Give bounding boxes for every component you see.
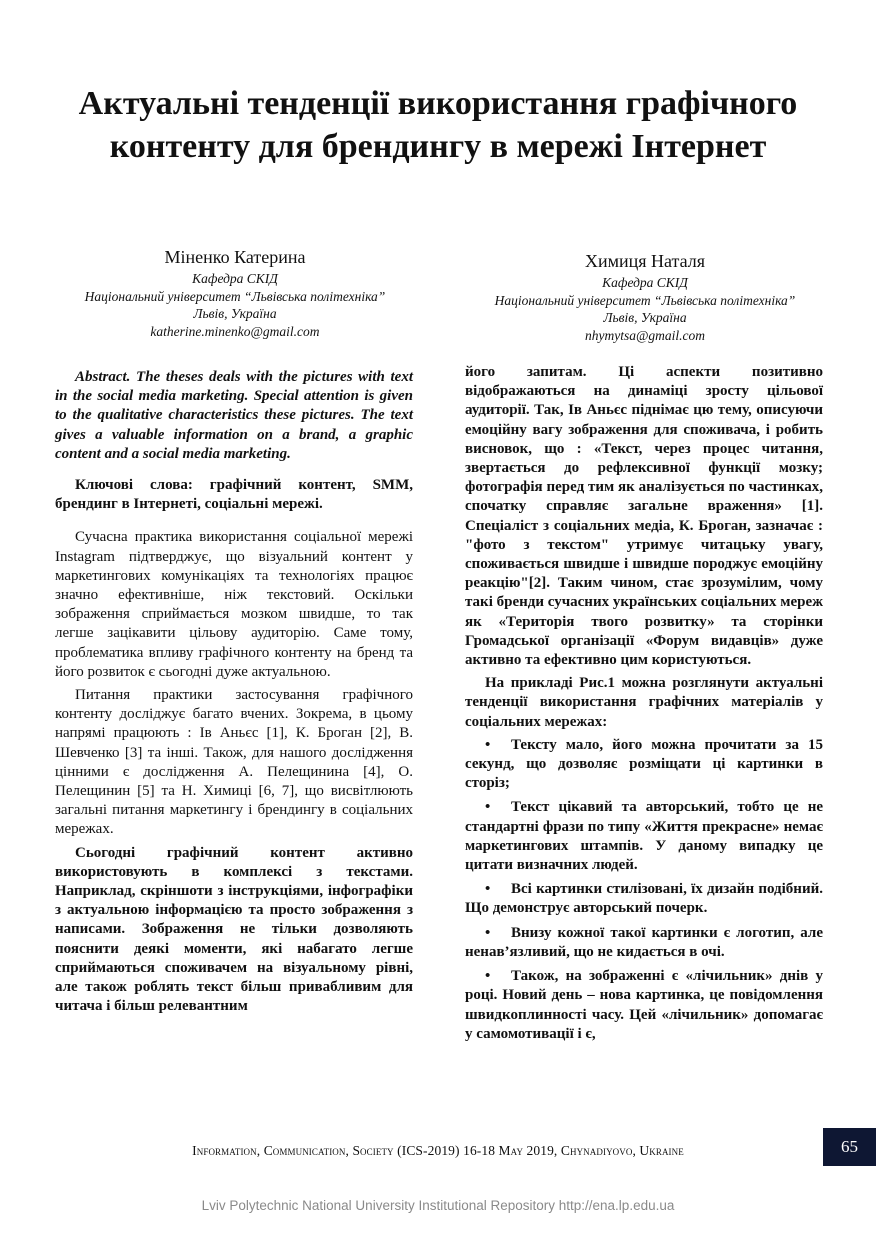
bullet-item — [465, 924, 823, 962]
bullet-icon: • — [485, 968, 491, 985]
bullet-text: Також, на зображенні є «лічильник» днів у році. Новий день – нова картинка, це повідомлення швидкоплинності часу. Цей «лічильник» допомагає у самомотивації і є, — [465, 968, 823, 1042]
page-number: 65 — [823, 1128, 876, 1166]
bullet-item — [465, 880, 823, 918]
bullet-text: Внизу кожної такої картинки є логотип, але ненав’язливий, що не кидається в очі. — [465, 924, 823, 960]
body-paragraph: його запитам. Ці аспекти позитивно відображаються на динаміці зросту цільової аудиторії. Так, Ів Аньєс піднімає цю тему, описуючи емоційну вагу зображення для споживача, і робить висновок, що : «Текст, через процес читання, звертається до рефлексивної функції мозку; фотографія перед тим як аналізується по частинках, спочатку справляє загальне враження» [1]. Спеціаліст з соціальних медіа, К. Броган, зазначає : "фото з текстом" утримує читацьку увагу, споживається швидше і швидше породжує емоційну реакцію"[2]. Таким чином, стає зрозумілим, чому такі бренди сучасних українських соціальних мереж як «Територія твого розвитку» та сторінки Громадської організації «Форум видавців» дуже активно та ефективно цим користуються. — [465, 364, 824, 669]
bullet-icon: • — [485, 799, 491, 816]
keywords: Ключові слова: графічний контент, SMM, брендинг в Інтернеті, соціальні мережі. — [55, 477, 413, 513]
author-block-1 — [55, 246, 415, 340]
author-university: Національний університет “Львівська політехніка” — [494, 292, 796, 308]
bullet-text: Текст цікавий та авторський, тобто це не стандартні фрази по типу «Життя прекрасне» немає маркетингових штампів. У даному випадку це цитати визначних людей. — [465, 799, 823, 874]
bullet-icon: • — [485, 924, 491, 941]
conference-footer: Information, Communication, Society (ICS-2019) 16-18 May 2019, Chynadiyovo, Ukraine — [192, 1143, 684, 1158]
author-university: Національний університет “Львівська політехніка” — [84, 288, 386, 304]
bullet-item — [465, 736, 823, 794]
bullet-item — [465, 967, 823, 1044]
body-paragraph: Питання практики застосування графічного контенту досліджує багато вчених. Зокрема, в цьому напрямі працюють : Ів Аньєс [1], К. Броган [2], В. Шевченко [3] та інші. Також, для нашого дослідження цінними є дослідження А. Пелещинина [4], О. Пелещинин [5] та Н. Химиці [6, 7], що висвітлюють загальні питання маркетингу і брендингу в соціальних мережах. — [55, 687, 413, 838]
author-department: Кафедра СКІД — [192, 271, 278, 286]
abstract: Abstract. The theses deals with the pictures with text in the social media marketing. Special attention is given to the qualitative characteristics these pictures. The text gives a valuable information on a brand, a graphic content and a social media marketing. — [55, 369, 413, 462]
bullet-item — [465, 798, 823, 875]
repository-note: Lviv Polytechnic National University Institutional Repository http://ena.lp.edu.ua — [201, 1198, 675, 1213]
bullet-text: Тексту мало, його можна прочитати за 15 секунд, що дозволяє розміщати ці картинки в сторіз; — [465, 736, 823, 792]
right-column — [465, 363, 823, 1049]
author-name: Міненко Катерина — [164, 247, 306, 267]
author-email: katherine.minenko@gmail.com — [150, 323, 320, 339]
author-name: Химиця Наталя — [584, 251, 706, 271]
author-email: nhymytsa@gmail.com — [584, 327, 706, 343]
body-paragraph: Сьогодні графічний контент активно використовують в комплексі з текстами. Наприклад, скріншоти з інструкціями, інфографіки з актуальною інформацією та просто зображення з написами. Зображення не тільки дозволяють пояснити деякі моменти, які набагато легше сприймаються споживачем на візуальному рівні, але також роблять текст більш привабливим для читача і більш релевантним — [55, 844, 413, 1015]
author-block-2 — [465, 250, 825, 344]
author-city: Львів, Україна — [193, 306, 277, 321]
body-paragraph: Сучасна практика використання соціальної мережі Instagram підтверджує, що візуальний контент у маркетингових комунікаціях та технологіях працює значно ефективніше, ніж текстовий. Оскільки зображення сприймається мозком швидше, то так легше зацікавити цільову аудиторію. Саме тому, проблематика впливу графічного контенту на бренд та його розвиток є сьогодні дуже актуальною. — [55, 529, 413, 680]
body-paragraph: На прикладі Рис.1 можна розглянути актуальні тенденції використання графічних матеріалів у соціальних мережах: — [465, 675, 823, 730]
bullet-text: Всі картинки стилізовані, їх дизайн подібний. Що демонструє авторський почерк. — [465, 881, 823, 917]
author-city: Львів, Україна — [603, 310, 687, 325]
author-department: Кафедра СКІД — [602, 275, 688, 290]
bullet-icon: • — [485, 881, 491, 898]
left-column — [55, 368, 413, 1021]
bullet-icon: • — [485, 736, 491, 753]
paper-title: Актуальні тенденції використання графічного контенту для брендингу в мережі Інтернет — [78, 85, 798, 165]
